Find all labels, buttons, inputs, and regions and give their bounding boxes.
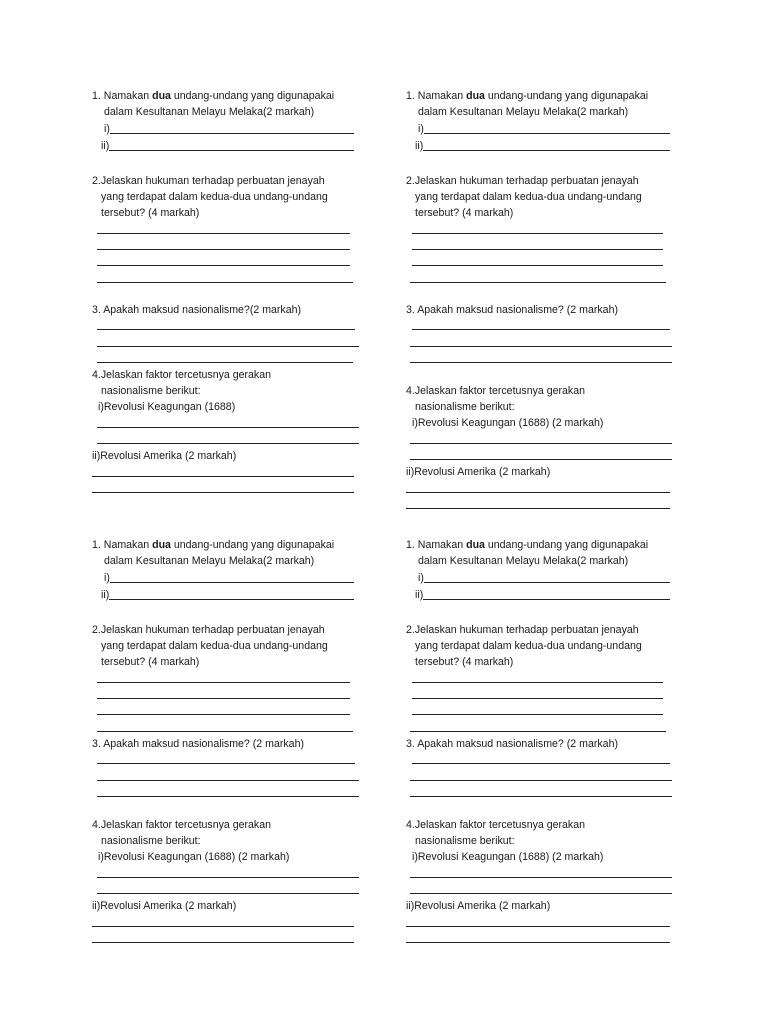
- question-1: 1. Namakan dua undang-undang yang digunapakai: [92, 539, 335, 551]
- answer-2-line[interactable]: [412, 238, 663, 254]
- question-2-line-3: tersebut? (4 markah): [415, 207, 514, 220]
- answer-4ii-line[interactable]: [92, 915, 354, 931]
- answer-3-line[interactable]: [410, 785, 672, 801]
- question-2: 2.Jelaskan hukuman terhadap perbuatan jenayah: [406, 623, 639, 636]
- question-4: 4.Jelaskan faktor tercetusnya gerakan: [406, 384, 586, 397]
- question-1: 1. Namakan dua undang-undang yang digunapakai: [406, 90, 649, 102]
- question-2-line-2: yang terdapat dalam kedua-dua undang-undang: [415, 190, 642, 203]
- answer-4ii-line[interactable]: [92, 931, 354, 947]
- question-2-line-3: tersebut? (4 markah): [101, 656, 200, 669]
- answer-2-line[interactable]: [412, 670, 663, 686]
- answer-4ii-line[interactable]: [406, 915, 670, 931]
- answer-2-line[interactable]: [412, 221, 663, 237]
- question-4: 4.Jelaskan faktor tercetusnya gerakan: [92, 818, 272, 831]
- question-2-line-2: yang terdapat dalam kedua-dua undang-undang: [415, 639, 642, 652]
- answer-2-line[interactable]: [412, 687, 663, 703]
- question-2: 2.Jelaskan hukuman terhadap perbuatan jenayah: [92, 623, 325, 636]
- answer-3-line[interactable]: [410, 351, 672, 367]
- worksheet-bottom-left: [92, 537, 362, 947]
- answer-2-line[interactable]: [97, 254, 350, 270]
- question-2: 2.Jelaskan hukuman terhadap perbuatan jenayah: [406, 174, 639, 187]
- question-4-sub-ii: ii)Revolusi Amerika (2 markah): [406, 900, 551, 913]
- answer-1-ii[interactable]: ii): [92, 138, 354, 155]
- answer-1-ii[interactable]: ii): [406, 138, 670, 155]
- question-2-line-3: tersebut? (4 markah): [415, 656, 514, 669]
- answer-3-line[interactable]: [97, 351, 353, 367]
- answer-2-line[interactable]: [412, 703, 663, 719]
- answer-3-line[interactable]: [410, 334, 672, 350]
- question-4-sub-i: i)Revolusi Keagungan (1688): [98, 401, 236, 414]
- answer-2-line[interactable]: [97, 703, 350, 719]
- answer-4i-line[interactable]: [97, 882, 359, 898]
- question-3: 3. Apakah maksud nasionalisme?(2 markah): [92, 303, 302, 316]
- question-1: 1. Namakan dua undang-undang yang digunapakai: [406, 539, 649, 551]
- question-2-line-2: yang terdapat dalam kedua-dua undang-undang: [101, 190, 328, 203]
- question-1-line-2: dalam Kesultanan Melayu Melaka(2 markah): [418, 106, 629, 119]
- answer-3-line[interactable]: [97, 785, 359, 801]
- answer-2-line[interactable]: [97, 719, 353, 735]
- question-1-line-2: dalam Kesultanan Melayu Melaka(2 markah): [418, 555, 629, 568]
- answer-4ii-line[interactable]: [92, 465, 354, 481]
- answer-1-ii[interactable]: ii): [406, 587, 670, 604]
- answer-4i-line[interactable]: [410, 882, 672, 898]
- answer-3-line[interactable]: [97, 752, 355, 768]
- question-4-sub-ii: ii)Revolusi Amerika (2 markah): [92, 450, 237, 463]
- answer-1-i[interactable]: i): [92, 121, 354, 138]
- answer-2-line[interactable]: [97, 238, 350, 254]
- question-2-line-2: yang terdapat dalam kedua-dua undang-undang: [101, 639, 328, 652]
- worksheet-top-left: [92, 88, 362, 497]
- answer-4ii-line[interactable]: [406, 497, 670, 513]
- worksheet-bottom-right: [406, 537, 676, 947]
- question-4: 4.Jelaskan faktor tercetusnya gerakan: [406, 818, 586, 831]
- question-4-sub-i: i)Revolusi Keagungan (1688) (2 markah): [412, 417, 604, 430]
- question-4-sub-i: i)Revolusi Keagungan (1688) (2 markah): [412, 851, 604, 864]
- answer-2-line[interactable]: [97, 270, 353, 286]
- answer-4i-line[interactable]: [410, 432, 672, 448]
- answer-4ii-line[interactable]: [406, 931, 670, 947]
- question-2: 2.Jelaskan hukuman terhadap perbuatan jenayah: [92, 174, 325, 187]
- question-1-line-2: dalam Kesultanan Melayu Melaka(2 markah): [104, 555, 315, 568]
- answer-1-i[interactable]: i): [406, 121, 670, 138]
- answer-4i-line[interactable]: [410, 866, 672, 882]
- answer-4i-line[interactable]: [97, 416, 359, 432]
- answer-2-line[interactable]: [410, 719, 666, 735]
- question-4-line-2: nasionalisme berikut:: [101, 835, 201, 848]
- question-4-sub-ii: ii)Revolusi Amerika (2 markah): [406, 466, 551, 479]
- answer-3-line[interactable]: [97, 334, 359, 350]
- question-4-line-2: nasionalisme berikut:: [415, 401, 515, 414]
- answer-2-line[interactable]: [410, 270, 666, 286]
- question-4-line-2: nasionalisme berikut:: [415, 835, 515, 848]
- question-1-line-2: dalam Kesultanan Melayu Melaka(2 markah): [104, 106, 315, 119]
- answer-4ii-line[interactable]: [92, 481, 354, 497]
- worksheet-top-right: [406, 88, 676, 513]
- answer-3-line[interactable]: [412, 318, 670, 334]
- question-4-sub-ii: ii)Revolusi Amerika (2 markah): [92, 900, 237, 913]
- answer-4i-line[interactable]: [97, 866, 359, 882]
- question-1: 1. Namakan dua undang-undang yang digunapakai: [92, 90, 335, 102]
- question-3: 3. Apakah maksud nasionalisme? (2 markah): [406, 737, 618, 750]
- answer-2-line[interactable]: [97, 221, 350, 237]
- answer-2-line[interactable]: [97, 687, 350, 703]
- question-3: 3. Apakah maksud nasionalisme? (2 markah): [406, 303, 618, 316]
- answer-4i-line[interactable]: [97, 432, 359, 448]
- question-4-line-2: nasionalisme berikut:: [101, 385, 201, 398]
- answer-3-line[interactable]: [410, 768, 672, 784]
- question-4: 4.Jelaskan faktor tercetusnya gerakan: [92, 368, 272, 381]
- answer-1-i[interactable]: i): [92, 570, 354, 587]
- answer-4i-line[interactable]: [410, 448, 672, 464]
- question-3: 3. Apakah maksud nasionalisme? (2 markah): [92, 737, 304, 750]
- question-4-sub-i: i)Revolusi Keagungan (1688) (2 markah): [98, 851, 290, 864]
- answer-4ii-line[interactable]: [406, 481, 670, 497]
- answer-2-line[interactable]: [412, 254, 663, 270]
- question-2-line-3: tersebut? (4 markah): [101, 207, 200, 220]
- answer-2-line[interactable]: [97, 670, 350, 686]
- answer-1-i[interactable]: i): [406, 570, 670, 587]
- answer-3-line[interactable]: [97, 768, 359, 784]
- answer-3-line[interactable]: [412, 752, 670, 768]
- answer-1-ii[interactable]: ii): [92, 587, 354, 604]
- answer-3-line[interactable]: [97, 318, 355, 334]
